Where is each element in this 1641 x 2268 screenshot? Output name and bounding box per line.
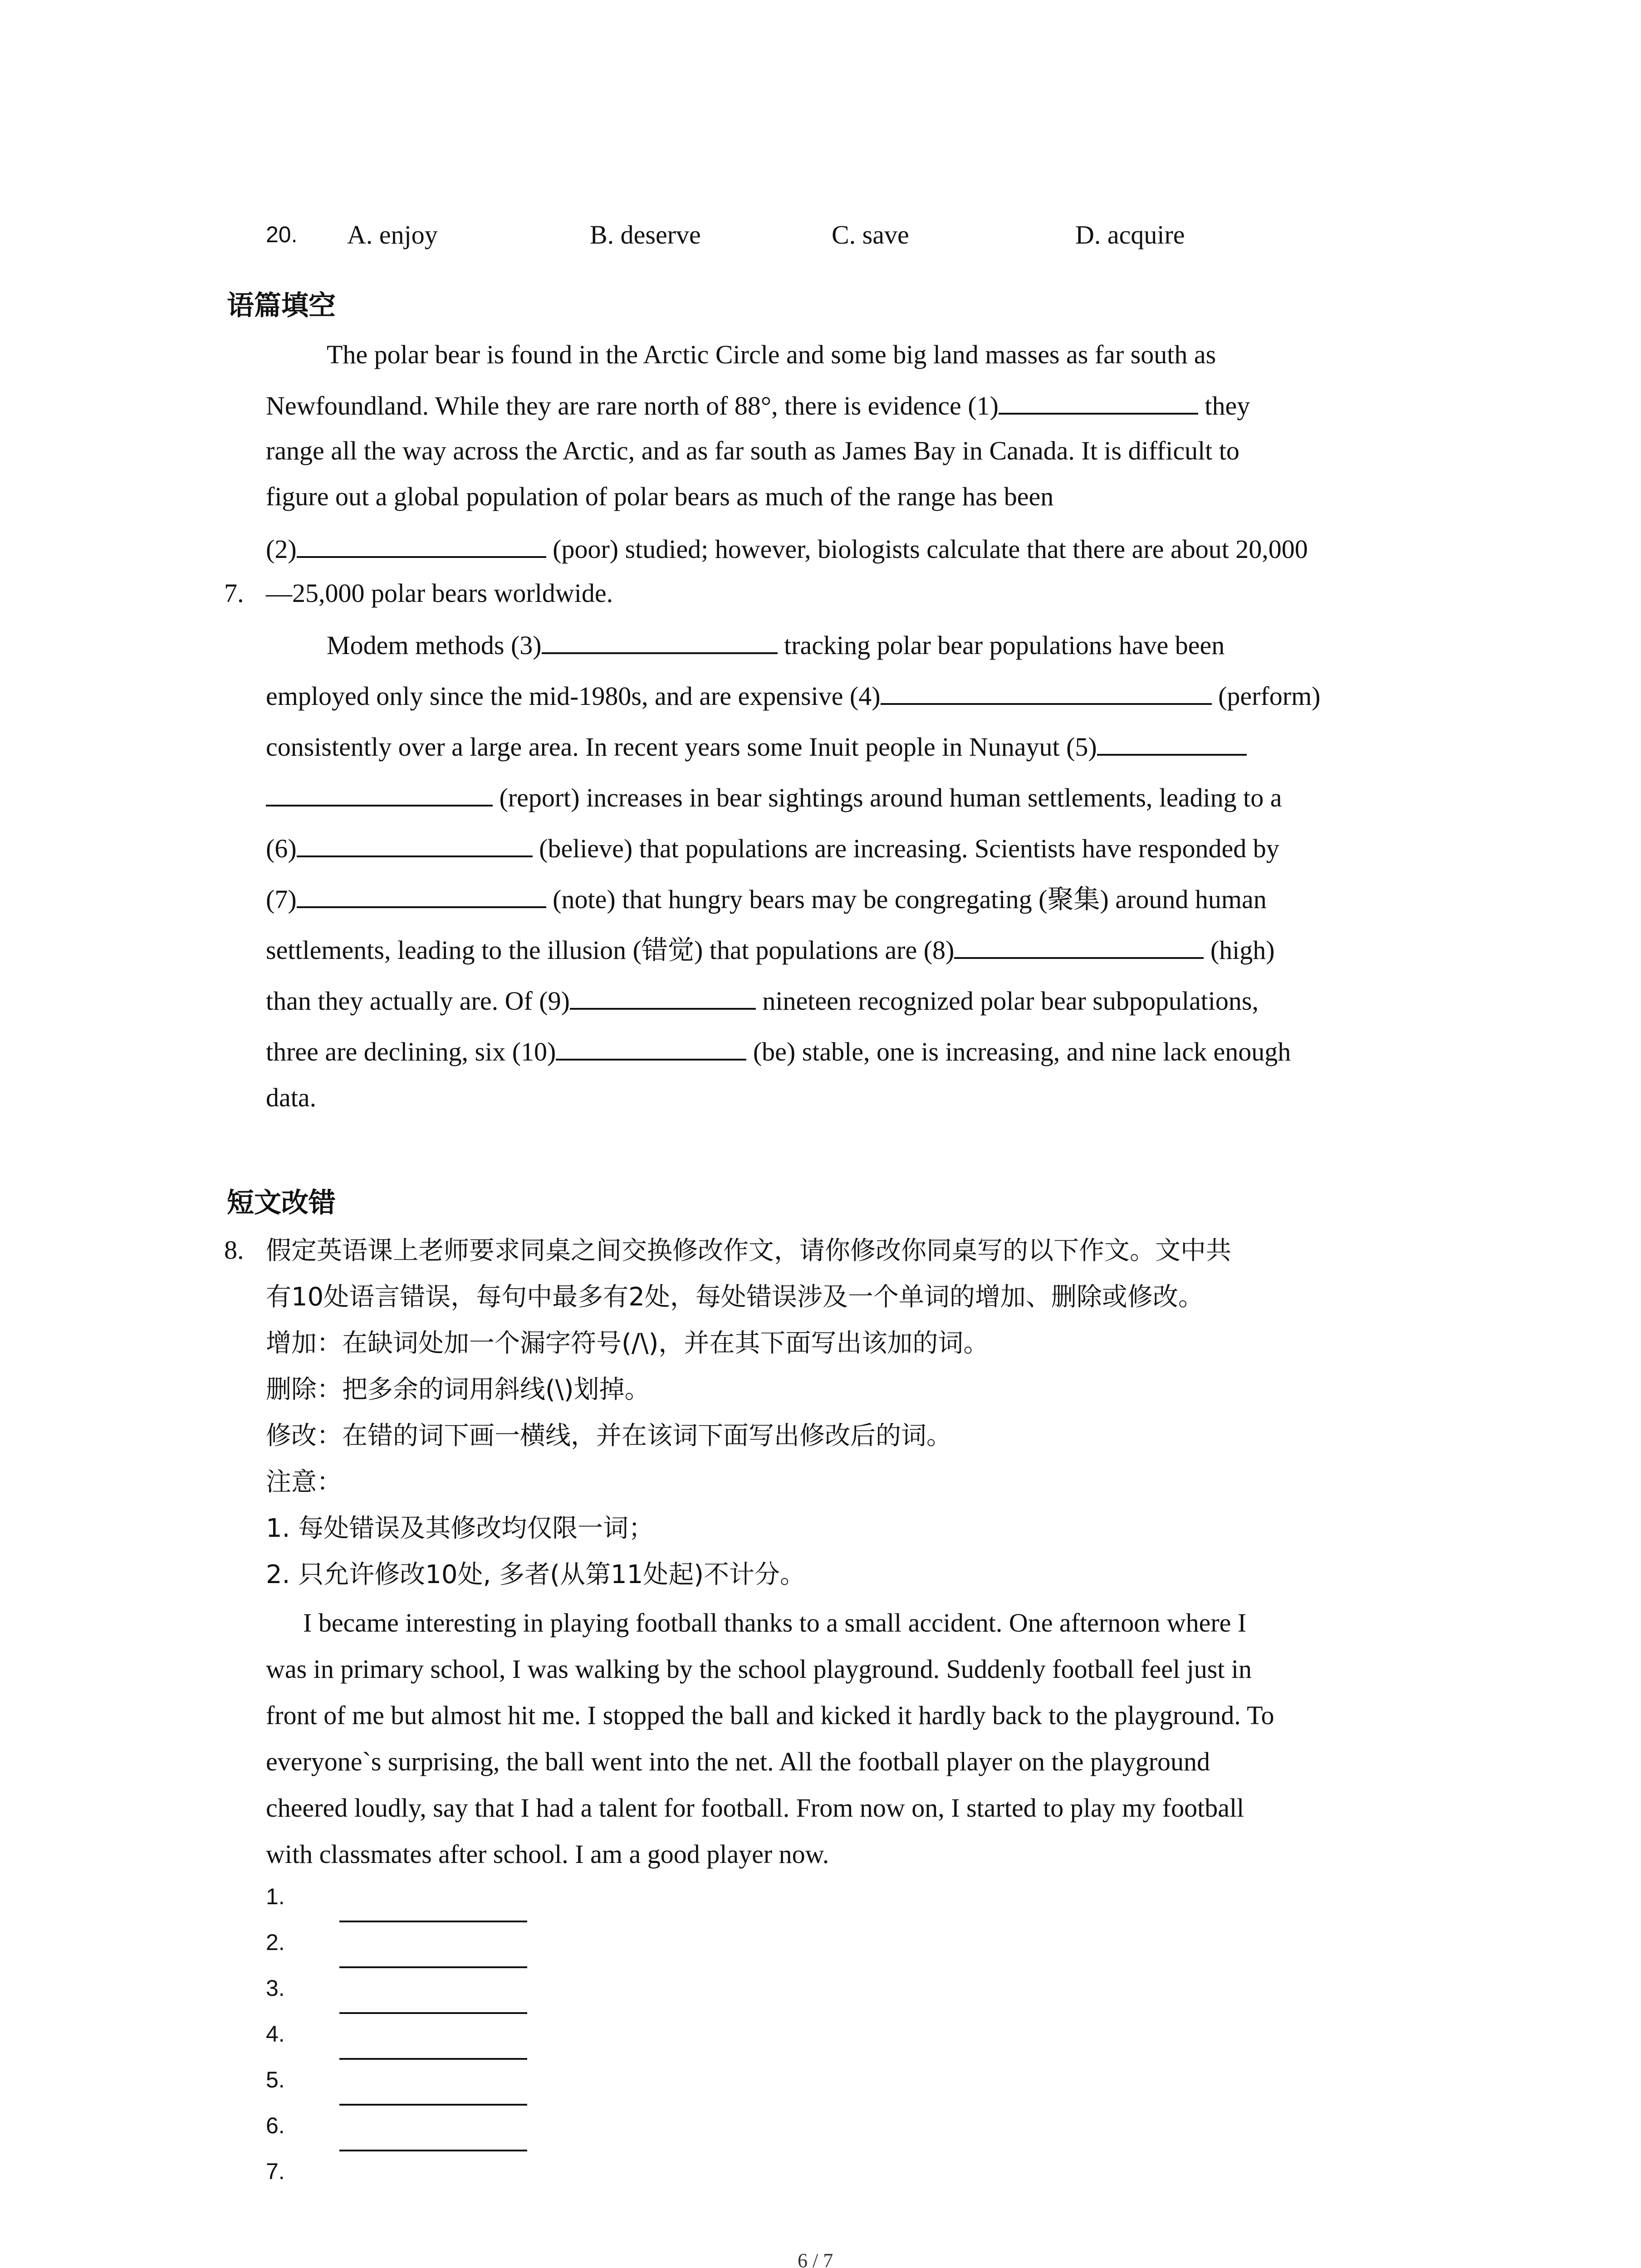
passage-line: —25,000 polar bears worldwide. bbox=[266, 578, 613, 608]
passage-line: (2) (poor) studied; however, biologists calculate that there are about 20,000 bbox=[266, 530, 1308, 567]
answer-number: 4. bbox=[266, 2021, 285, 2047]
answer-line-1[interactable] bbox=[339, 1921, 527, 1922]
answer-blank-6[interactable] bbox=[297, 829, 533, 857]
passage-line: Newfoundland. While they are rare north of 88°, there is evidence (1) they bbox=[266, 386, 1250, 424]
passage-line: three are declining, six (10) (be) stable, one is increasing, and nine lack enough bbox=[266, 1032, 1291, 1070]
passage-line: (report) increases in bear sightings around human settlements, leading to a bbox=[266, 778, 1282, 816]
option-c: C. save bbox=[832, 220, 909, 249]
option-a: A. enjoy bbox=[347, 220, 438, 249]
instruction-line: 删除：把多余的词用斜线(\)划掉。 bbox=[266, 1375, 650, 1404]
question-number: 8. bbox=[224, 1235, 244, 1265]
answer-blank-4[interactable] bbox=[881, 677, 1212, 705]
answer-number: 1. bbox=[266, 1884, 285, 1909]
passage-line: (6) (believe) that populations are increasing. Scientists have responded by bbox=[266, 829, 1279, 867]
passage-line: front of me but almost hit me. I stopped the ball and kicked it hardly back to the playground. To bbox=[266, 1701, 1274, 1730]
option-b: B. deserve bbox=[590, 220, 701, 249]
answer-number: 3. bbox=[266, 1975, 285, 2001]
answer-blank-5a[interactable] bbox=[1097, 728, 1247, 756]
instruction-line: 有10处语言错误，每句中最多有2处，每处错误涉及一个单词的增加、删除或修改。 bbox=[266, 1282, 1204, 1312]
answer-number: 6. bbox=[266, 2113, 285, 2138]
answer-blank-10[interactable] bbox=[556, 1032, 746, 1061]
passage-line: was in primary school, I was walking by the school playground. Suddenly football feel just in bbox=[266, 1654, 1252, 1684]
passage-line: than they actually are. Of (9) nineteen recognized polar bear subpopulations, bbox=[266, 982, 1259, 1019]
option-d: D. acquire bbox=[1075, 220, 1185, 249]
question-number: 7. bbox=[224, 578, 244, 608]
passage-line: consistently over a large area. In recent years some Inuit people in Nunayut (5) bbox=[266, 728, 1247, 765]
passage-line: with classmates after school. I am a good player now. bbox=[266, 1839, 829, 1869]
passage-line: Modem methods (3) tracking polar bear populations have been bbox=[327, 626, 1225, 664]
passage-line: cheered loudly, say that I had a talent for football. From now on, I started to play my football bbox=[266, 1793, 1244, 1823]
answer-blank-9[interactable] bbox=[570, 982, 756, 1010]
instruction-line: 注意： bbox=[266, 1467, 342, 1497]
question-number: 20. bbox=[266, 222, 298, 247]
answer-line-4[interactable] bbox=[339, 2058, 527, 2060]
answer-line-3[interactable] bbox=[339, 2012, 527, 2014]
passage-line: employed only since the mid-1980s, and are expensive (4) (perform) bbox=[266, 677, 1321, 714]
answer-line-2[interactable] bbox=[339, 1966, 527, 1968]
passage-line: settlements, leading to the illusion (错觉) that populations are (8) (high) bbox=[266, 931, 1275, 968]
instruction-line: 2. 只允许修改10处, 多者(从第11处起)不计分。 bbox=[266, 1560, 806, 1589]
passage-line: The polar bear is found in the Arctic Circle and some big land masses as far south as bbox=[327, 340, 1216, 369]
section-heading: 语篇填空 bbox=[227, 290, 336, 322]
answer-blank-2[interactable] bbox=[297, 530, 546, 558]
answer-blank-7[interactable] bbox=[297, 880, 546, 908]
answer-blank-3[interactable] bbox=[542, 626, 778, 654]
passage-line: figure out a global population of polar bears as much of the range has been bbox=[266, 482, 1054, 511]
answer-number: 5. bbox=[266, 2067, 285, 2092]
instruction-line: 修改：在错的词下画一横线，并在该词下面写出修改后的词。 bbox=[266, 1421, 952, 1451]
page-number: 6 / 7 bbox=[798, 2249, 833, 2268]
instruction-line: 增加：在缺词处加一个漏字符号(/\)，并在其下面写出该加的词。 bbox=[266, 1329, 989, 1358]
answer-blank-5b[interactable] bbox=[266, 778, 493, 807]
instruction-line: 假定英语课上老师要求同桌之间交换修改作文，请你修改你同桌写的以下作文。文中共 bbox=[266, 1236, 1231, 1266]
passage-line: (7) (note) that hungry bears may be congregating (聚集) around human bbox=[266, 880, 1267, 918]
passage-line: range all the way across the Arctic, and as far south as James Bay in Canada. It is difficult to bbox=[266, 436, 1239, 465]
answer-line-5[interactable] bbox=[339, 2104, 527, 2106]
passage-line: everyone`s surprising, the ball went into the net. All the football player on the playground bbox=[266, 1747, 1210, 1776]
answer-number: 2. bbox=[266, 1930, 285, 1955]
section-heading: 短文改错 bbox=[227, 1187, 336, 1219]
answer-line-6[interactable] bbox=[339, 2150, 527, 2151]
passage-line: I became interesting in playing football thanks to a small accident. One afternoon where I bbox=[303, 1608, 1247, 1637]
answer-blank-8[interactable] bbox=[954, 931, 1204, 959]
instruction-line: 1. 每处错误及其修改均仅限一词； bbox=[266, 1514, 654, 1543]
answer-blank-1[interactable] bbox=[999, 386, 1198, 415]
answer-number: 7. bbox=[266, 2159, 285, 2184]
passage-line: data. bbox=[266, 1083, 317, 1112]
